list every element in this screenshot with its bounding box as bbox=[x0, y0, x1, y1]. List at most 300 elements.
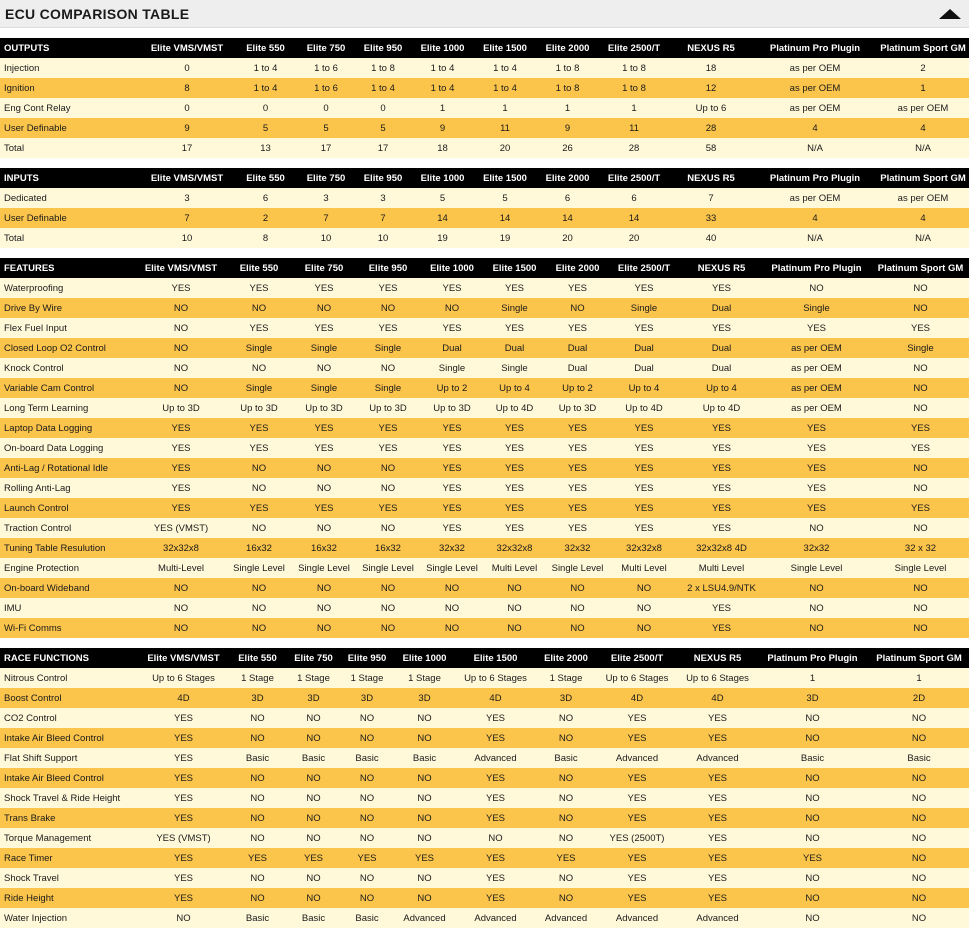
table-cell: 1 to 4 bbox=[411, 58, 474, 78]
table-cell: as per OEM bbox=[761, 398, 872, 418]
table-cell: NO bbox=[339, 768, 395, 788]
table-cell: YES (2500T) bbox=[595, 828, 679, 848]
table-cell: YES bbox=[679, 708, 756, 728]
table-cell: YES bbox=[424, 418, 480, 438]
table-cell: NO bbox=[140, 358, 222, 378]
table-cell: YES bbox=[679, 768, 756, 788]
column-header: Elite 1500 bbox=[474, 38, 536, 58]
table-cell: NO bbox=[761, 518, 872, 538]
table-cell: Advanced bbox=[679, 748, 756, 768]
column-header: Elite 1000 bbox=[411, 168, 474, 188]
table-cell: NO bbox=[140, 578, 222, 598]
row-label: Ride Height bbox=[0, 888, 140, 908]
table-cell: Basic bbox=[756, 748, 869, 768]
table-cell: 1 to 4 bbox=[355, 78, 411, 98]
table-cell: NO bbox=[222, 478, 296, 498]
table-cell: YES bbox=[761, 418, 872, 438]
table-cell: NO bbox=[352, 598, 424, 618]
table-cell: Up to 3D bbox=[352, 398, 424, 418]
comparison-table-outputs bbox=[0, 38, 969, 158]
table-cell: as per OEM bbox=[753, 58, 877, 78]
table-cell: YES bbox=[761, 458, 872, 478]
row-label: Waterproofing bbox=[0, 278, 140, 298]
table-cell: 4 bbox=[753, 208, 877, 228]
column-header: Elite 2000 bbox=[536, 168, 599, 188]
table-cell: 1 to 4 bbox=[474, 58, 536, 78]
table-cell: 2 bbox=[234, 208, 297, 228]
table-cell: Up to 6 Stages bbox=[454, 668, 537, 688]
table-cell: NO bbox=[761, 578, 872, 598]
column-header: Elite 1500 bbox=[454, 648, 537, 668]
table-cell: NO bbox=[869, 708, 969, 728]
page-title: ECU COMPARISON TABLE bbox=[5, 5, 190, 22]
table-row bbox=[0, 768, 969, 788]
table-cell: Single bbox=[222, 338, 296, 358]
table-cell: YES bbox=[549, 318, 606, 338]
table-cell: YES bbox=[595, 768, 679, 788]
table-cell: NO bbox=[352, 358, 424, 378]
table-cell: Dual bbox=[549, 358, 606, 378]
column-header: Elite 550 bbox=[227, 648, 288, 668]
table-cell: Basic bbox=[288, 748, 339, 768]
table-cell: 14 bbox=[599, 208, 669, 228]
column-header: NEXUS R5 bbox=[669, 38, 753, 58]
table-cell: YES bbox=[679, 728, 756, 748]
table-cell: Dual bbox=[682, 338, 761, 358]
row-label: Tuning Table Resulution bbox=[0, 538, 140, 558]
table-cell: 18 bbox=[411, 138, 474, 158]
table-cell: Multi Level bbox=[480, 558, 549, 578]
table-cell: YES bbox=[424, 478, 480, 498]
table-cell: NO bbox=[288, 868, 339, 888]
row-label: On-board Wideband bbox=[0, 578, 140, 598]
table-cell: 1 Stage bbox=[395, 668, 454, 688]
row-label: Drive By Wire bbox=[0, 298, 140, 318]
table-cell: Up to 4D bbox=[480, 398, 549, 418]
table-cell: NO bbox=[756, 808, 869, 828]
table-cell: 4 bbox=[877, 118, 969, 138]
table-cell: NO bbox=[424, 598, 480, 618]
table-cell: NO bbox=[352, 518, 424, 538]
table-cell: NO bbox=[140, 618, 222, 638]
table-cell: Advanced bbox=[679, 908, 756, 928]
table-cell: NO bbox=[395, 868, 454, 888]
table-cell: 32x32x8 4D bbox=[682, 538, 761, 558]
table-cell: NO bbox=[537, 828, 595, 848]
table-cell: YES bbox=[339, 848, 395, 868]
table-row bbox=[0, 98, 969, 118]
table-cell: YES bbox=[454, 708, 537, 728]
table-cell: Dual bbox=[682, 298, 761, 318]
row-label: Shock Travel & Ride Height bbox=[0, 788, 140, 808]
section-spacer bbox=[0, 248, 969, 258]
table-cell: 1 to 8 bbox=[536, 78, 599, 98]
table-cell: as per OEM bbox=[753, 188, 877, 208]
table-cell: YES bbox=[480, 418, 549, 438]
column-header: Platinum Sport GM bbox=[877, 38, 969, 58]
table-cell: YES bbox=[480, 518, 549, 538]
table-cell: Advanced bbox=[454, 748, 537, 768]
table-cell: YES bbox=[424, 278, 480, 298]
column-header: Elite 550 bbox=[234, 168, 297, 188]
table-cell: 1 to 4 bbox=[234, 78, 297, 98]
row-label: Boost Control bbox=[0, 688, 140, 708]
table-cell: Single bbox=[352, 338, 424, 358]
table-cell: NO bbox=[395, 788, 454, 808]
row-label: Variable Cam Control bbox=[0, 378, 140, 398]
table-cell: YES bbox=[454, 728, 537, 748]
table-cell: YES bbox=[480, 278, 549, 298]
table-cell: NO bbox=[395, 728, 454, 748]
column-header: NEXUS R5 bbox=[669, 168, 753, 188]
table-cell: Up to 4 bbox=[480, 378, 549, 398]
table-row bbox=[0, 78, 969, 98]
table-cell: 4D bbox=[679, 688, 756, 708]
table-cell: YES bbox=[549, 418, 606, 438]
table-cell: 1 to 8 bbox=[599, 78, 669, 98]
table-cell: YES bbox=[679, 808, 756, 828]
table-cell: 32x32x8 bbox=[480, 538, 549, 558]
table-cell: 32x32 bbox=[424, 538, 480, 558]
table-cell: as per OEM bbox=[877, 98, 969, 118]
table-cell: YES bbox=[296, 418, 352, 438]
table-cell: 5 bbox=[297, 118, 355, 138]
collapse-toggle-button[interactable] bbox=[937, 4, 963, 24]
table-cell: YES bbox=[140, 438, 222, 458]
column-header: Elite 950 bbox=[355, 38, 411, 58]
column-header: Elite 750 bbox=[297, 168, 355, 188]
table-cell: YES bbox=[424, 318, 480, 338]
table-cell: YES bbox=[480, 438, 549, 458]
table-cell: NO bbox=[872, 378, 969, 398]
table-cell: 1 Stage bbox=[288, 668, 339, 688]
table-cell: Up to 6 Stages bbox=[140, 668, 227, 688]
table-cell: 11 bbox=[474, 118, 536, 138]
table-cell: Single Level bbox=[296, 558, 352, 578]
table-cell: YES bbox=[227, 848, 288, 868]
column-header: Elite 2500/T bbox=[599, 168, 669, 188]
table-cell: YES bbox=[140, 868, 227, 888]
table-cell: YES bbox=[606, 458, 682, 478]
table-row bbox=[0, 478, 969, 498]
table-cell: YES bbox=[140, 498, 222, 518]
table-title-bar[interactable] bbox=[0, 0, 969, 28]
table-cell: NO bbox=[288, 808, 339, 828]
table-cell: NO bbox=[222, 578, 296, 598]
row-label: IMU bbox=[0, 598, 140, 618]
table-cell: Single Level bbox=[222, 558, 296, 578]
table-cell: NO bbox=[756, 708, 869, 728]
table-cell: Basic bbox=[339, 748, 395, 768]
table-cell: 3 bbox=[355, 188, 411, 208]
table-cell: YES bbox=[595, 848, 679, 868]
column-header: Elite VMS/VMST bbox=[140, 648, 227, 668]
table-cell: NO bbox=[296, 458, 352, 478]
table-cell: Basic bbox=[227, 908, 288, 928]
table-cell: 1 Stage bbox=[339, 668, 395, 688]
row-label: Anti-Lag / Rotational Idle bbox=[0, 458, 140, 478]
table-cell: YES bbox=[140, 888, 227, 908]
table-cell: NO bbox=[872, 358, 969, 378]
table-cell: 17 bbox=[355, 138, 411, 158]
table-cell: Single bbox=[872, 338, 969, 358]
table-cell: YES bbox=[595, 708, 679, 728]
column-header: NEXUS R5 bbox=[679, 648, 756, 668]
table-cell: 1 to 4 bbox=[411, 78, 474, 98]
table-cell: YES bbox=[480, 458, 549, 478]
table-cell: YES bbox=[480, 318, 549, 338]
table-cell: NO bbox=[454, 828, 537, 848]
table-row bbox=[0, 688, 969, 708]
table-row bbox=[0, 138, 969, 158]
table-cell: NO bbox=[227, 788, 288, 808]
table-cell: YES bbox=[140, 788, 227, 808]
table-cell: Up to 6 Stages bbox=[595, 668, 679, 688]
row-label: Ignition bbox=[0, 78, 140, 98]
table-cell: NO bbox=[352, 478, 424, 498]
table-cell: YES bbox=[606, 498, 682, 518]
table-cell: NO bbox=[869, 848, 969, 868]
table-row bbox=[0, 498, 969, 518]
row-label: Torque Management bbox=[0, 828, 140, 848]
table-cell: NO bbox=[872, 458, 969, 478]
row-label: Engine Protection bbox=[0, 558, 140, 578]
row-label: Shock Travel bbox=[0, 868, 140, 888]
table-cell: YES bbox=[454, 808, 537, 828]
table-cell: NO bbox=[352, 618, 424, 638]
table-cell: YES bbox=[222, 318, 296, 338]
table-cell: YES bbox=[140, 418, 222, 438]
table-cell: YES bbox=[761, 478, 872, 498]
table-row bbox=[0, 848, 969, 868]
table-cell: as per OEM bbox=[761, 378, 872, 398]
table-cell: Up to 3D bbox=[424, 398, 480, 418]
row-label: Intake Air Bleed Control bbox=[0, 728, 140, 748]
table-cell: YES bbox=[296, 438, 352, 458]
table-cell: NO bbox=[296, 358, 352, 378]
table-cell: YES bbox=[454, 868, 537, 888]
table-row bbox=[0, 558, 969, 578]
table-cell: 1 bbox=[599, 98, 669, 118]
row-label: Laptop Data Logging bbox=[0, 418, 140, 438]
table-cell: NO bbox=[227, 728, 288, 748]
table-cell: YES bbox=[606, 478, 682, 498]
table-row bbox=[0, 668, 969, 688]
table-cell: YES bbox=[352, 418, 424, 438]
table-cell: 6 bbox=[234, 188, 297, 208]
table-cell: YES bbox=[296, 498, 352, 518]
table-cell: NO bbox=[296, 298, 352, 318]
table-cell: NO bbox=[549, 618, 606, 638]
table-cell: NO bbox=[537, 888, 595, 908]
row-label: Total bbox=[0, 228, 140, 248]
row-label: On-board Data Logging bbox=[0, 438, 140, 458]
table-row bbox=[0, 228, 969, 248]
table-cell: YES bbox=[606, 518, 682, 538]
table-cell: Up to 2 bbox=[424, 378, 480, 398]
row-label: Dedicated bbox=[0, 188, 140, 208]
table-cell: NO bbox=[869, 888, 969, 908]
table-cell: 0 bbox=[355, 98, 411, 118]
table-cell: Single Level bbox=[761, 558, 872, 578]
table-cell: NO bbox=[395, 768, 454, 788]
row-label: Rolling Anti-Lag bbox=[0, 478, 140, 498]
table-row bbox=[0, 788, 969, 808]
table-cell: Up to 3D bbox=[549, 398, 606, 418]
column-header: NEXUS R5 bbox=[682, 258, 761, 278]
table-cell: Dual bbox=[682, 358, 761, 378]
table-cell: YES bbox=[140, 458, 222, 478]
table-cell: YES bbox=[761, 318, 872, 338]
table-row bbox=[0, 358, 969, 378]
table-cell: 3D bbox=[227, 688, 288, 708]
table-cell: YES bbox=[606, 438, 682, 458]
column-header: Platinum Pro Plugin bbox=[753, 38, 877, 58]
column-header: Elite 1000 bbox=[395, 648, 454, 668]
table-cell: YES bbox=[140, 808, 227, 828]
table-cell: 9 bbox=[536, 118, 599, 138]
table-cell: YES bbox=[549, 518, 606, 538]
header-row bbox=[0, 38, 969, 58]
table-cell: 10 bbox=[355, 228, 411, 248]
table-cell: NO bbox=[288, 828, 339, 848]
table-cell: as per OEM bbox=[753, 78, 877, 98]
column-header: Platinum Pro Plugin bbox=[761, 258, 872, 278]
table-cell: Basic bbox=[288, 908, 339, 928]
table-cell: 19 bbox=[411, 228, 474, 248]
table-cell: 4D bbox=[595, 688, 679, 708]
row-label: Intake Air Bleed Control bbox=[0, 768, 140, 788]
table-cell: NO bbox=[339, 828, 395, 848]
table-cell: YES bbox=[872, 498, 969, 518]
table-cell: Basic bbox=[537, 748, 595, 768]
table-cell: 1 to 4 bbox=[234, 58, 297, 78]
table-row bbox=[0, 748, 969, 768]
table-cell: YES bbox=[756, 848, 869, 868]
row-label: Launch Control bbox=[0, 498, 140, 518]
table-cell: NO bbox=[222, 518, 296, 538]
table-row bbox=[0, 908, 969, 928]
table-cell: NO bbox=[288, 888, 339, 908]
row-label: Knock Control bbox=[0, 358, 140, 378]
table-cell: NO bbox=[869, 788, 969, 808]
table-cell: NO bbox=[537, 708, 595, 728]
table-cell: 1 to 6 bbox=[297, 58, 355, 78]
table-cell: NO bbox=[480, 578, 549, 598]
table-cell: Single bbox=[296, 378, 352, 398]
table-cell: NO bbox=[140, 298, 222, 318]
table-cell: NO bbox=[288, 788, 339, 808]
header-row bbox=[0, 258, 969, 278]
table-cell: NO bbox=[761, 278, 872, 298]
table-cell: N/A bbox=[877, 228, 969, 248]
table-cell: NO bbox=[140, 598, 222, 618]
table-cell: YES bbox=[140, 278, 222, 298]
table-cell: YES bbox=[595, 888, 679, 908]
column-header: Platinum Sport GM bbox=[877, 168, 969, 188]
table-cell: Up to 6 Stages bbox=[679, 668, 756, 688]
table-cell: 1 bbox=[411, 98, 474, 118]
table-cell: NO bbox=[549, 298, 606, 318]
table-cell: 5 bbox=[411, 188, 474, 208]
table-cell: NO bbox=[395, 828, 454, 848]
table-cell: 17 bbox=[297, 138, 355, 158]
table-cell: 1 to 8 bbox=[536, 58, 599, 78]
table-cell: Single bbox=[480, 298, 549, 318]
table-cell: YES bbox=[480, 498, 549, 518]
section-title: FEATURES bbox=[0, 258, 140, 278]
table-cell: NO bbox=[872, 278, 969, 298]
table-cell: 1 bbox=[536, 98, 599, 118]
table-cell: NO bbox=[339, 808, 395, 828]
table-cell: 6 bbox=[536, 188, 599, 208]
table-cell: NO bbox=[339, 708, 395, 728]
table-cell: YES bbox=[595, 808, 679, 828]
row-label: Wi-Fi Comms bbox=[0, 618, 140, 638]
table-cell: 10 bbox=[297, 228, 355, 248]
table-cell: YES bbox=[682, 318, 761, 338]
table-cell: Basic bbox=[339, 908, 395, 928]
table-cell: YES bbox=[222, 438, 296, 458]
table-cell: NO bbox=[352, 298, 424, 318]
table-cell: Advanced bbox=[395, 908, 454, 928]
table-cell: YES bbox=[288, 848, 339, 868]
table-cell: 1 to 6 bbox=[297, 78, 355, 98]
table-cell: N/A bbox=[877, 138, 969, 158]
section-spacer bbox=[0, 28, 969, 38]
table-cell: Dual bbox=[606, 338, 682, 358]
table-cell: 8 bbox=[234, 228, 297, 248]
table-cell: 2D bbox=[869, 688, 969, 708]
table-cell: 7 bbox=[669, 188, 753, 208]
table-row bbox=[0, 378, 969, 398]
table-cell: Basic bbox=[395, 748, 454, 768]
table-cell: NO bbox=[140, 338, 222, 358]
table-cell: NO bbox=[339, 888, 395, 908]
table-cell: 1 bbox=[869, 668, 969, 688]
table-cell: NO bbox=[869, 828, 969, 848]
table-cell: 1 Stage bbox=[227, 668, 288, 688]
table-cell: Single Level bbox=[352, 558, 424, 578]
table-row bbox=[0, 618, 969, 638]
table-cell: NO bbox=[227, 868, 288, 888]
table-cell: 32 x 32 bbox=[872, 538, 969, 558]
column-header: Elite VMS/VMST bbox=[140, 38, 234, 58]
table-cell: 1 bbox=[877, 78, 969, 98]
table-cell: NO bbox=[869, 808, 969, 828]
table-cell: YES bbox=[606, 318, 682, 338]
table-cell: 7 bbox=[140, 208, 234, 228]
table-cell: YES bbox=[222, 278, 296, 298]
table-cell: NO bbox=[424, 298, 480, 318]
table-cell: NO bbox=[352, 578, 424, 598]
table-cell: YES bbox=[606, 278, 682, 298]
table-cell: 8 bbox=[140, 78, 234, 98]
table-row bbox=[0, 868, 969, 888]
table-cell: YES bbox=[682, 518, 761, 538]
table-cell: 18 bbox=[669, 58, 753, 78]
table-cell: NO bbox=[756, 768, 869, 788]
table-cell: 7 bbox=[297, 208, 355, 228]
table-cell: Up to 2 bbox=[549, 378, 606, 398]
table-cell: NO bbox=[339, 728, 395, 748]
column-header: Elite 750 bbox=[288, 648, 339, 668]
table-cell: YES bbox=[140, 478, 222, 498]
table-cell: YES bbox=[454, 848, 537, 868]
table-cell: NO bbox=[872, 518, 969, 538]
column-header: Platinum Sport GM bbox=[869, 648, 969, 668]
table-cell: 14 bbox=[536, 208, 599, 228]
